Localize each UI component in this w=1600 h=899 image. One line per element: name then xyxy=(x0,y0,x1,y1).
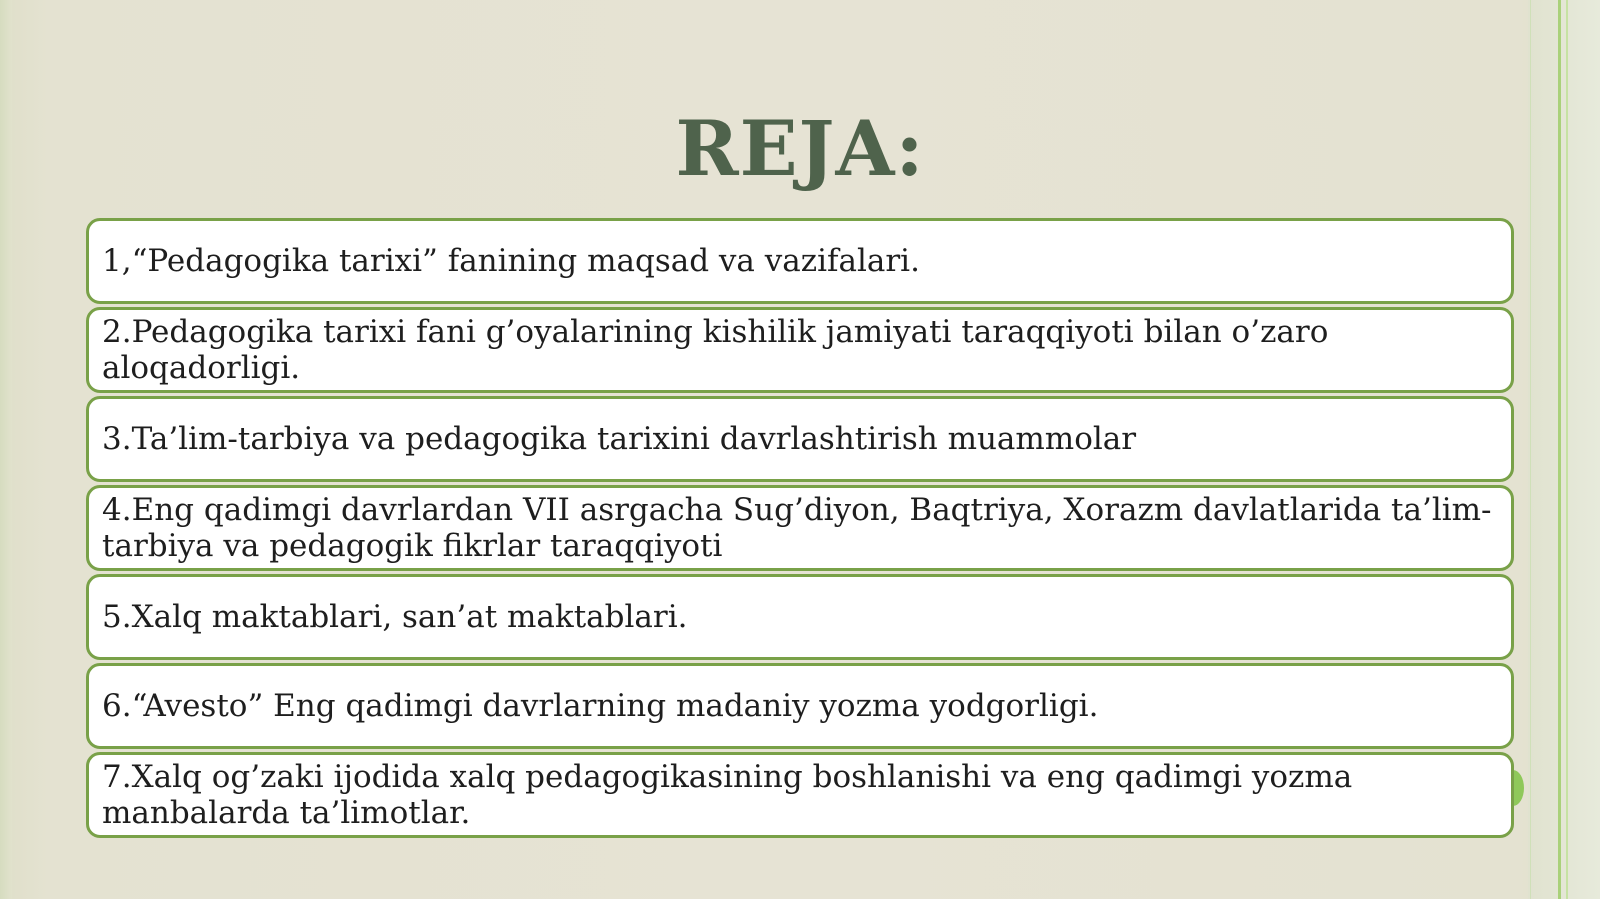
plan-list xyxy=(86,218,1514,841)
plan-item-5 xyxy=(86,574,1514,660)
slide-title: REJA: xyxy=(675,104,925,193)
plan-item-text: 2.Pedagogika tarixi fani g’oyalarining kishilik jamiyati taraqqiyoti bilan o’zaro aloqadorligi. xyxy=(102,314,1329,386)
plan-item-text: 7.Xalq og’zaki ijodida xalq pedagogikasining boshlanishi va eng qadimgi yozma manbalarda ta’limotlar. xyxy=(102,759,1353,831)
plan-item-6 xyxy=(86,663,1514,749)
plan-item-text: 4.Eng qadimgi davrlardan VII asrgacha Sug’diyon, Baqtriya, Xorazm davlatlarida ta’lim-tarbiya va pedagogik fikrlar taraqqiyoti xyxy=(102,492,1492,564)
plan-item-3 xyxy=(86,396,1514,482)
plan-item-text: 1,“Pedagogika tarixi” fanining maqsad va vazifalari. xyxy=(102,243,920,279)
plan-item-text: 3.Ta’lim-tarbiya va pedagogika tarixini davrlashtirish muammolar xyxy=(102,421,1137,457)
plan-item-text: 6.“Avesto” Eng qadimgi davrlarning madaniy yozma yodgorligi. xyxy=(102,688,1099,724)
plan-item-2 xyxy=(86,307,1514,393)
plan-item-1 xyxy=(86,218,1514,304)
plan-item-text: 5.Xalq maktablari, san’at maktablari. xyxy=(102,599,688,635)
plan-item-4 xyxy=(86,485,1514,571)
plan-item-7 xyxy=(86,752,1514,838)
